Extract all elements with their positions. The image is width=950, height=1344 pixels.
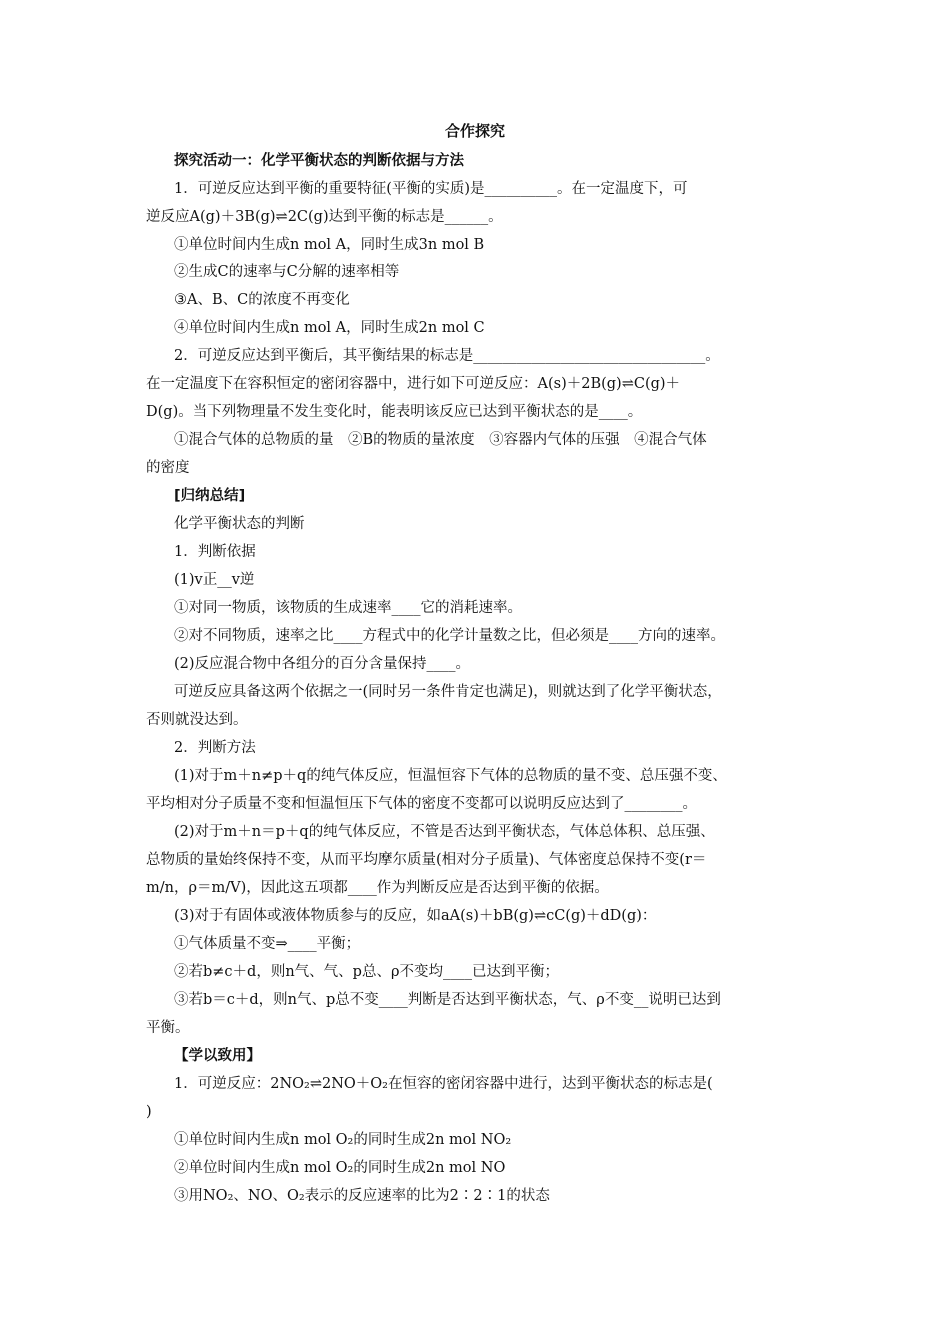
text-line: ①气体质量不变⇒____平衡； — [174, 936, 361, 952]
text-line: m/n，ρ＝m/V)，因此这五项都____作为判断反应是否达到平衡的依据。 — [146, 880, 609, 896]
text-line: (1)对于m＋n≠p＋q的纯气体反应，恒温恒容下气体的总物质的量不变、总压强不变、 — [174, 768, 727, 784]
text-line: ③A、B、C的浓度不再变化 — [174, 292, 350, 308]
text-line: (2)反应混合物中各组分的百分含量保持____。 — [174, 656, 471, 672]
text-line: 否则就没达到。 — [146, 712, 248, 728]
text-line: ①混合气体的总物质的量 ②B的物质的量浓度 ③容器内气体的压强 ④混合气体 — [174, 432, 707, 448]
text-line: ①单位时间内生成n mol A，同时生成3n mol B — [174, 237, 485, 253]
text-line: 1．判断依据 — [174, 544, 256, 560]
text-line: D(g)。当下列物理量不发生变化时，能表明该反应已达到平衡状态的是____。 — [146, 404, 643, 420]
text-line: 2．判断方法 — [174, 740, 256, 756]
option-line: ②单位时间内生成n mol O₂的同时生成2n mol NO — [174, 1160, 506, 1176]
text-line: ②对不同物质，速率之比____方程式中的化学计量数之比，但必须是____方向的速率。 — [174, 628, 725, 644]
question-line: ) — [146, 1104, 152, 1120]
text-line: 逆反应A(g)＋3B(g)⇌2C(g)达到平衡的标志是______。 — [146, 209, 503, 225]
text-line: ②生成C的速率与C分解的速率相等 — [174, 264, 400, 280]
text-line: 在一定温度下在容积恒定的密闭容器中，进行如下可逆反应：A(s)＋2B(g)⇌C(g)＋ — [146, 376, 681, 392]
text-line: 平衡。 — [146, 1020, 190, 1036]
option-line: ③用NO₂、NO、O₂表示的反应速率的比为2∶2∶1的状态 — [174, 1188, 550, 1204]
page-title: 合作探究 — [444, 122, 505, 140]
text-line: (1)v正__v逆 — [174, 572, 255, 588]
text-line: 2．可逆反应达到平衡后，其平衡结果的标志是________________________________。 — [174, 348, 720, 364]
text-line: ④单位时间内生成n mol A，同时生成2n mol C — [174, 320, 485, 336]
text-line: (2)对于m＋n＝p＋q的纯气体反应，不管是否达到平衡状态，气体总体积、总压强、 — [174, 824, 715, 840]
text-line: 平均相对分子质量不变和恒温恒压下气体的密度不变都可以说明反应达到了________。 — [146, 796, 697, 812]
option-line: ①单位时间内生成n mol O₂的同时生成2n mol NO₂ — [174, 1132, 512, 1148]
practice-heading: 【学以致用】 — [174, 1048, 261, 1064]
text-line: ②若b≠c＋d，则n气、气、p总、ρ不变均____已达到平衡； — [174, 964, 559, 980]
text-line: 可逆反应具备这两个依据之一(同时另一条件肯定也满足)，则就达到了化学平衡状态， — [174, 684, 722, 700]
text-line: (3)对于有固体或液体物质参与的反应，如aA(s)＋bB(g)⇌cC(g)＋dD(g)： — [174, 908, 657, 924]
text-line: 的密度 — [146, 460, 190, 476]
text-line: ③若b＝c＋d，则n气、p总不变____判断是否达到平衡状态，气、ρ不变__说明已达到 — [174, 992, 721, 1008]
activity-heading: 探究活动一：化学平衡状态的判断依据与方法 — [174, 153, 464, 169]
text-line: 化学平衡状态的判断 — [174, 516, 305, 532]
text-line: 总物质的量始终保持不变，从而平均摩尔质量(相对分子质量)、气体密度总保持不变(r＝ — [146, 852, 707, 868]
text-line: ①对同一物质，该物质的生成速率____它的消耗速率。 — [174, 600, 522, 616]
question-line: 1．可逆反应：2NO₂⇌2NO＋O₂在恒容的密闭容器中进行，达到平衡状态的标志是( — [174, 1076, 713, 1092]
text-line: 1．可逆反应达到平衡的重要特征(平衡的实质)是__________。在一定温度下，可 — [174, 181, 688, 197]
summary-heading: [归纳总结] — [174, 488, 246, 504]
